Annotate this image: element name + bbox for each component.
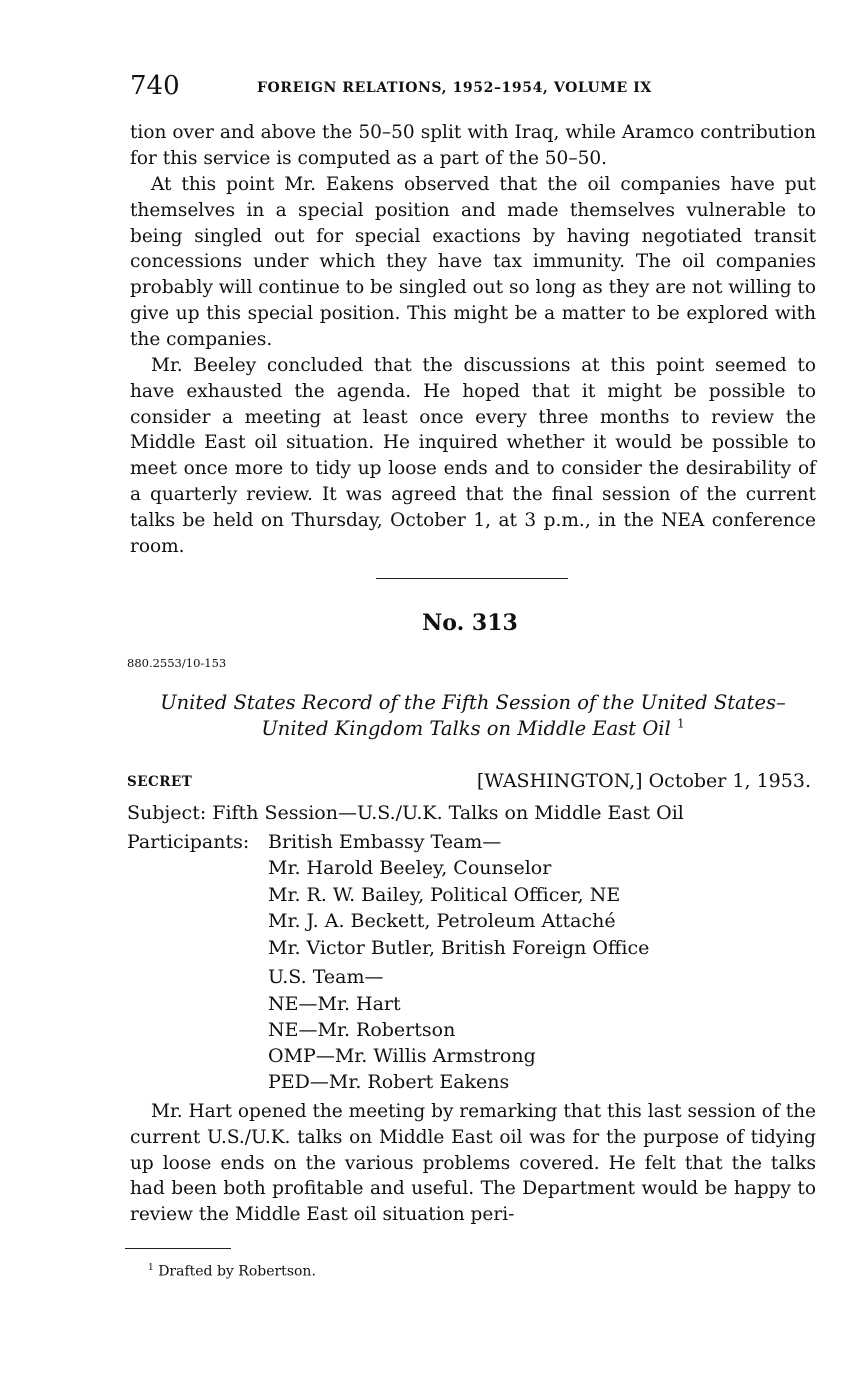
document-title <box>130 690 816 742</box>
footnote-text: Drafted by Robertson. <box>158 1263 316 1280</box>
subject-line: Subject: Fifth Session—U.S./U.K. Talks on Middle East Oil <box>127 802 684 824</box>
classification-label: SECRET <box>127 774 193 790</box>
participant-entry: Mr. J. A. Beckett, Petroleum Attaché <box>268 910 616 932</box>
participant-entry: NE—Mr. Robertson <box>268 1019 456 1041</box>
participant-entry: Mr. R. W. Bailey, Political Officer, NE <box>268 884 621 906</box>
page-number: 740 <box>130 71 180 101</box>
document-title-text: United States Record of the Fifth Session of the United States–United Kingdom Talks on Middle East Oil <box>160 691 786 740</box>
paragraph-beeley: Mr. Beeley concluded that the discussions at this point seemed to have exhausted the agenda. He hoped that it might be possible to consider a meeting at least once every three months to review the Middle East oil situation. He inquired whether it would be possible to meet once more to tidy up loose ends and to consider the desirability of a quarterly review. It was agreed that the final session of the current talks be held on Thursday, October 1, at 3 p.m., in the NEA conference room. <box>130 355 816 557</box>
footnote-marker: 1 <box>148 1263 154 1273</box>
section-divider <box>376 578 568 579</box>
document-number: No. 313 <box>422 610 518 636</box>
participant-entry: U.S. Team— <box>268 966 384 988</box>
participant-entry: Mr. Harold Beeley, Counselor <box>268 857 552 879</box>
footnote <box>148 1258 316 1282</box>
participant-entry: PED—Mr. Robert Eakens <box>268 1071 510 1093</box>
participant-entry: Mr. Victor Butler, British Foreign Office <box>268 937 650 959</box>
paragraph-hart: Mr. Hart opened the meeting by remarking that this last session of the current U.S./U.K. talks on Middle East oil was for the purpose of tidying up loose ends on the various problems covered. He felt that the talks had been both profitable and useful. The Department would be happy to review the Middle East oil situation peri- <box>130 1101 816 1226</box>
footnote-divider <box>125 1248 231 1249</box>
participant-entry: NE—Mr. Hart <box>268 993 401 1015</box>
running-title: FOREIGN RELATIONS, 1952–1954, VOLUME IX <box>257 80 652 96</box>
participant-entry: OMP—Mr. Willis Armstrong <box>268 1045 536 1067</box>
page-header <box>130 70 820 102</box>
file-number: 880.2553/10-153 <box>127 656 227 670</box>
footnote-reference: 1 <box>677 716 685 731</box>
participants-label: Participants: <box>127 831 250 853</box>
dateline: [WASHINGTON,] October 1, 1953. <box>476 770 811 792</box>
paragraph-eakens: At this point Mr. Eakens observed that the oil companies have put themselves in a special position and made themselves vulnerable to being singled out for special exactions by having negotiated transit concessions under which they have tax immunity. The oil companies probably will continue to be singled out so long as they are not willing to give up this special position. This might be a matter to be explored with the companies. <box>130 174 816 350</box>
participant-entry: British Embassy Team— <box>268 831 502 853</box>
paragraph-continuation: tion over and above the 50–50 split with Iraq, while Aramco contribution for this service is computed as a part of the 50–50. <box>130 122 816 169</box>
